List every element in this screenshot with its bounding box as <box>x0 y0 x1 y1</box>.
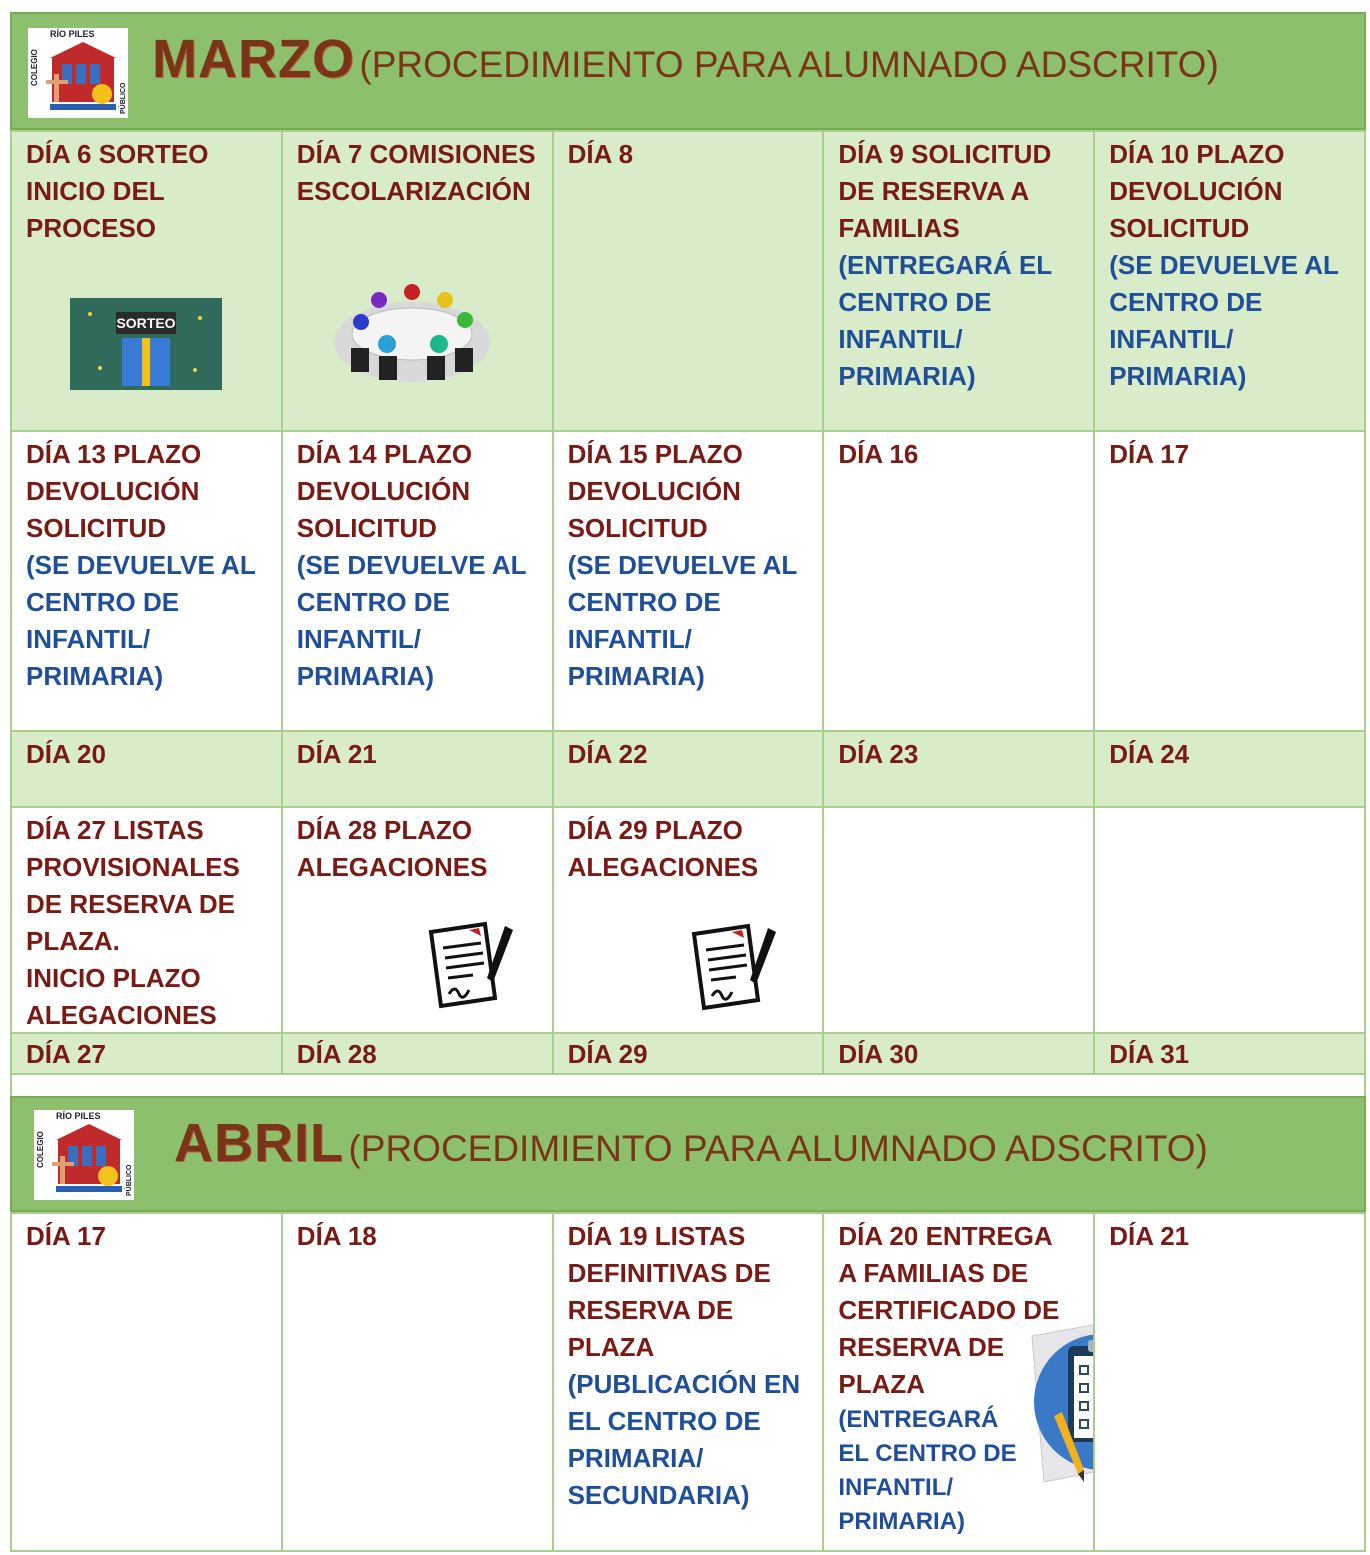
day-cell <box>282 1213 553 1551</box>
day-cell <box>11 1033 282 1074</box>
day-cell <box>282 131 553 431</box>
day-title: DÍA 7 COMISIONES ESCOLARIZACIÓN <box>296 139 536 206</box>
day-title: DÍA 14 PLAZO DEVOLUCIÓN SOLICITUD <box>296 439 473 543</box>
school-logo <box>34 1110 134 1198</box>
march-week-1 <box>10 130 1366 432</box>
day-cell <box>823 731 1094 807</box>
day-cell <box>282 1033 553 1074</box>
day-cell <box>1094 731 1365 807</box>
april-month: ABRIL <box>174 1113 344 1173</box>
day-cell <box>823 131 1094 431</box>
day-note: (PUBLICACIÓN EN EL CENTRO DE PRIMARIA/ SECUNDARIA) <box>567 1369 801 1510</box>
day-title: DÍA 19 LISTAS DEFINITIVAS DE RESERVA DE PLAZA <box>567 1221 771 1362</box>
day-title: DÍA 9 SOLICITUD DE RESERVA A FAMILIAS <box>838 139 1052 243</box>
day-cell <box>553 731 824 807</box>
day-cell <box>1094 131 1365 431</box>
signed-document-icon <box>686 920 782 1026</box>
day-note: (ENTREGARÁ EL CENTRO DE INFANTIL/ PRIMARIA) <box>838 1406 1017 1535</box>
day-cell <box>1094 1213 1365 1551</box>
april-title <box>174 1112 1208 1174</box>
day-cell <box>823 1213 1094 1551</box>
march-title <box>152 28 1219 90</box>
day-title: DÍA 21 <box>296 739 377 769</box>
day-cell <box>1094 1033 1365 1074</box>
svg-text:RÍO PILES: RÍO PILES <box>56 1111 101 1121</box>
meeting-table-icon <box>331 278 493 398</box>
day-title: DÍA 30 <box>838 1039 919 1069</box>
svg-text:COLEGIO: COLEGIO <box>36 1131 45 1168</box>
march-subtitle: (PROCEDIMIENTO PARA ALUMNADO ADSCRITO) <box>359 44 1219 85</box>
day-cell <box>11 731 282 807</box>
day-cell <box>11 431 282 731</box>
day-title: DÍA 20 ENTREGA A FAMILIAS DE CERTIFICADO DE RESERVA DE PLAZA <box>838 1221 1060 1399</box>
day-cell <box>823 807 1094 1035</box>
clipboard-checklist-icon <box>1014 1306 1094 1516</box>
day-cell <box>11 1213 282 1551</box>
day-title: DÍA 24 <box>1109 739 1190 769</box>
day-cell <box>1094 807 1365 1035</box>
march-week-4-footer <box>10 1032 1366 1075</box>
march-month: MARZO <box>152 29 355 89</box>
day-title: DÍA 20 <box>26 739 106 769</box>
day-note: (SE DEVUELVE AL CENTRO DE INFANTIL/ PRIMARIA) <box>26 550 256 691</box>
day-title: DÍA 28 <box>296 1039 377 1069</box>
april-week-1 <box>10 1212 1366 1552</box>
day-title: DÍA 27 <box>26 1039 106 1069</box>
day-cell <box>11 807 282 1035</box>
day-title: DÍA 16 <box>838 439 919 469</box>
day-cell <box>282 431 553 731</box>
day-cell <box>1094 431 1365 731</box>
svg-text:PÚBLICO: PÚBLICO <box>120 82 127 114</box>
day-note: (SE DEVUELVE AL CENTRO DE INFANTIL/ PRIMARIA) <box>296 550 527 691</box>
day-title: DÍA 28 PLAZO ALEGACIONES <box>296 815 488 882</box>
day-cell <box>553 1033 824 1074</box>
school-logo <box>28 28 128 116</box>
svg-text:COLEGIO: COLEGIO <box>30 49 39 86</box>
day-title: DÍA 8 <box>567 139 634 169</box>
march-week-2 <box>10 430 1366 732</box>
april-header <box>10 1096 1366 1212</box>
day-title: DÍA 17 <box>1109 439 1190 469</box>
march-header <box>10 12 1366 130</box>
svg-text:PÚBLICO: PÚBLICO <box>126 1164 133 1196</box>
april-subtitle: (PROCEDIMIENTO PARA ALUMNADO ADSCRITO) <box>348 1128 1208 1169</box>
day-cell <box>823 1033 1094 1074</box>
day-cell <box>823 431 1094 731</box>
signed-document-icon <box>423 918 519 1024</box>
day-title: DÍA 22 <box>567 739 648 769</box>
day-title: DÍA 13 PLAZO DEVOLUCIÓN SOLICITUD <box>26 439 202 543</box>
day-title-extra: INICIO PLAZO ALEGACIONES <box>26 963 217 1030</box>
day-title: DÍA 29 <box>567 1039 648 1069</box>
day-note: (ENTREGARÁ EL CENTRO DE INFANTIL/ PRIMARIA) <box>838 250 1052 391</box>
section-spacer <box>10 1070 1366 1096</box>
day-cell <box>553 807 824 1035</box>
march-week-4 <box>10 806 1366 1036</box>
sorteo-gift-icon <box>70 298 222 400</box>
day-cell <box>553 1213 824 1551</box>
day-title: DÍA 23 <box>838 739 919 769</box>
day-title: DÍA 21 <box>1109 1221 1190 1251</box>
day-title: DÍA 15 PLAZO DEVOLUCIÓN SOLICITUD <box>567 439 743 543</box>
day-cell <box>282 731 553 807</box>
day-title: DÍA 6 SORTEO INICIO DEL PROCESO <box>26 139 209 243</box>
svg-text:SORTEO: SORTEO <box>116 315 176 331</box>
svg-text:RÍO PILES: RÍO PILES <box>50 29 95 39</box>
march-week-3 <box>10 730 1366 808</box>
day-title: DÍA 31 <box>1109 1039 1190 1069</box>
day-title: DÍA 27 LISTAS PROVISIONALES DE RESERVA DE PLAZA. <box>26 815 240 956</box>
day-cell <box>553 131 824 431</box>
day-title: DÍA 18 <box>296 1221 377 1251</box>
day-title: DÍA 29 PLAZO ALEGACIONES <box>567 815 759 882</box>
day-title: DÍA 10 PLAZO DEVOLUCIÓN SOLICITUD <box>1109 139 1285 243</box>
day-cell <box>11 131 282 431</box>
day-note: (SE DEVUELVE AL CENTRO DE INFANTIL/ PRIMARIA) <box>567 550 797 691</box>
day-title: DÍA 17 <box>26 1221 106 1251</box>
day-note: (SE DEVUELVE AL CENTRO DE INFANTIL/ PRIMARIA) <box>1109 250 1339 391</box>
day-cell <box>282 807 553 1035</box>
day-cell <box>553 431 824 731</box>
